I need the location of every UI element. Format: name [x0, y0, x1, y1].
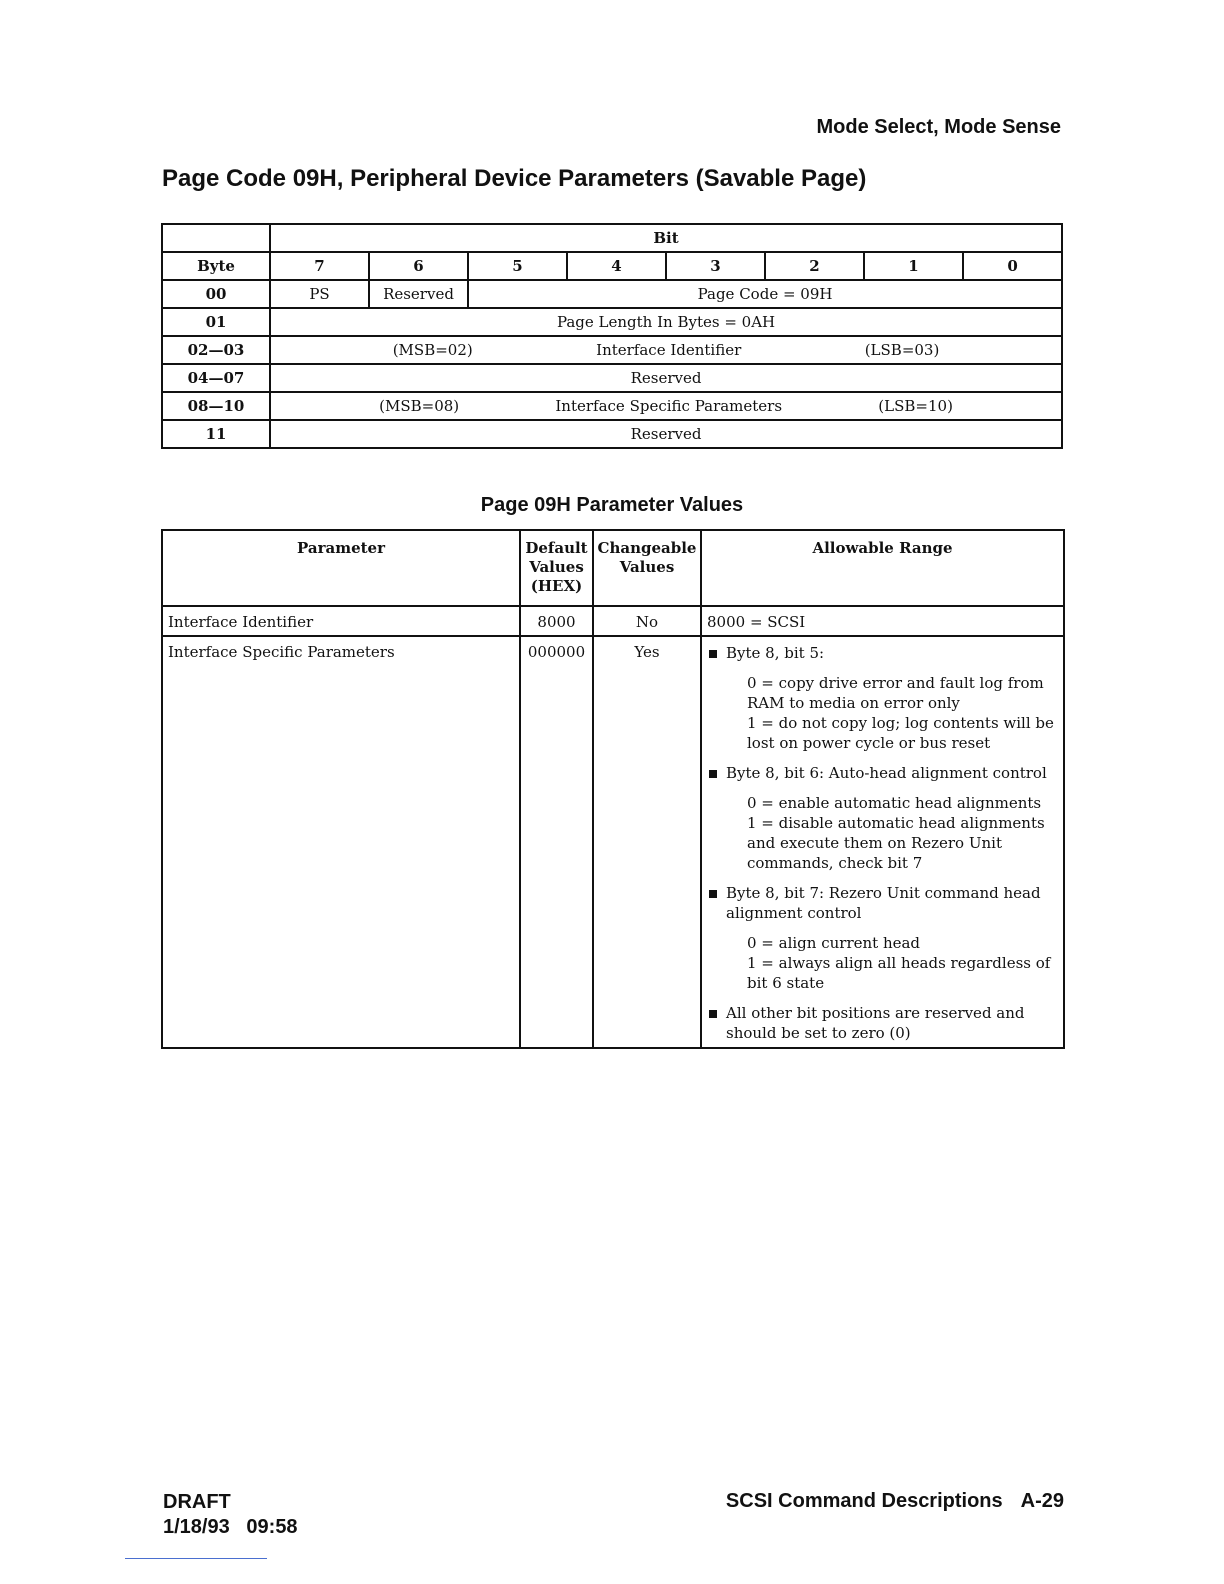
reserved-field: Reserved [270, 420, 1062, 448]
header-line: Values [529, 558, 584, 576]
byte-number: 01 [162, 308, 270, 336]
list-item [707, 883, 1058, 923]
byte-row-00 [162, 280, 1062, 308]
table-row [162, 606, 1064, 636]
sub-line: 1 = do not copy log; log contents will be [747, 714, 1054, 732]
parameter-header-row [162, 530, 1064, 606]
bullet-icon [709, 890, 717, 898]
byte-number: 11 [162, 420, 270, 448]
reserved-field: Reserved [369, 280, 468, 308]
sub-line: bit 6 state [747, 974, 825, 992]
list-item [707, 1003, 1058, 1043]
bullet-text: All other bit positions are reserved and should be set to zero (0) [726, 1004, 1025, 1042]
parameter-name: Interface Specific Parameters [162, 636, 520, 1048]
sub-line: commands, check bit 7 [747, 854, 923, 872]
sub-list [707, 793, 1058, 873]
sub-list [707, 673, 1058, 753]
time-text: 09:58 [246, 1516, 298, 1538]
page-length-field: Page Length In Bytes = 0AH [270, 308, 1062, 336]
default-value: 000000 [520, 636, 593, 1048]
footer-section [726, 1490, 1064, 1513]
bullet-text: Byte 8, bit 7: Rezero Unit command head alignment control [726, 884, 1041, 922]
bit-number: 4 [567, 252, 666, 280]
lsb-label: (LSB=10) [878, 397, 953, 415]
list-item [707, 643, 1058, 663]
sub-line: 0 = copy drive error and fault log from [747, 674, 1044, 692]
header-line: Changeable [597, 539, 697, 557]
bottom-rule [125, 1558, 267, 1559]
bit-field-table [161, 223, 1063, 449]
bit-number-row [162, 252, 1062, 280]
bit-number: 3 [666, 252, 765, 280]
bullet-text: Byte 8, bit 6: Auto-head alignment control [726, 764, 1047, 782]
header-line: Default [525, 539, 588, 557]
draft-label: DRAFT [163, 1491, 231, 1513]
lsb-label: (LSB=03) [864, 341, 940, 359]
section-title: SCSI Command Descriptions [725, 1490, 1003, 1512]
changeable-value: No [593, 606, 701, 636]
parameter-values-table [161, 529, 1065, 1049]
sub-line: 1 = disable automatic head alignments [747, 814, 1045, 832]
byte-row-01 [162, 308, 1062, 336]
header-line: (HEX) [530, 577, 583, 595]
ps-field: PS [270, 280, 369, 308]
sub-line: RAM to media on error only [747, 694, 960, 712]
default-value: 8000 [520, 606, 593, 636]
bit-header-row [162, 224, 1062, 252]
running-header: Mode Select, Mode Sense [816, 116, 1061, 138]
page-code-field: Page Code = 09H [468, 280, 1062, 308]
reserved-field: Reserved [270, 364, 1062, 392]
sub-line: 0 = align current head [747, 934, 921, 952]
byte-number: 04—07 [162, 364, 270, 392]
allowable-range-list [701, 636, 1064, 1048]
byte-label: Byte [162, 252, 270, 280]
msb-label: (MSB=08) [379, 397, 460, 415]
footer-draft [163, 1490, 298, 1540]
list-item [707, 763, 1058, 783]
bit-number: 5 [468, 252, 567, 280]
sub-line: 0 = enable automatic head alignments [747, 794, 1042, 812]
bit-number: 0 [963, 252, 1062, 280]
date-text: 1/18/93 [163, 1516, 230, 1538]
bullet-icon [709, 650, 717, 658]
byte-row-08-10 [162, 392, 1062, 420]
byte-number: 00 [162, 280, 270, 308]
interface-specific-parameters-field [270, 392, 1062, 420]
corner-cell [162, 224, 270, 252]
interface-identifier-field [270, 336, 1062, 364]
page-number: A-29 [1020, 1490, 1064, 1512]
allowable-range: 8000 = SCSI [701, 606, 1064, 636]
default-values-header [520, 530, 593, 606]
parameter-values-title: Page 09H Parameter Values [480, 494, 744, 516]
field-name: Interface Specific Parameters [555, 397, 783, 415]
byte-number: 08—10 [162, 392, 270, 420]
parameter-name: Interface Identifier [162, 606, 520, 636]
bullet-icon [709, 770, 717, 778]
bit-number: 1 [864, 252, 963, 280]
page-title: Page Code 09H, Peripheral Device Parameters (Savable Page) [162, 165, 867, 192]
sub-list [707, 933, 1058, 993]
bit-label: Bit [270, 224, 1062, 252]
sub-line: 1 = always align all heads regardless of [747, 954, 1051, 972]
byte-row-04-07 [162, 364, 1062, 392]
byte-row-11 [162, 420, 1062, 448]
msb-label: (MSB=02) [392, 341, 473, 359]
sub-line: lost on power cycle or bus reset [747, 734, 991, 752]
changeable-values-header [593, 530, 701, 606]
sub-line: and execute them on Rezero Unit [747, 834, 1002, 852]
bit-number: 6 [369, 252, 468, 280]
allowable-range-header: Allowable Range [701, 530, 1064, 606]
field-name: Interface Identifier [596, 341, 742, 359]
bit-number: 2 [765, 252, 864, 280]
byte-number: 02—03 [162, 336, 270, 364]
draft-date [163, 1515, 298, 1540]
bullet-text: Byte 8, bit 5: [726, 644, 825, 662]
bit-number: 7 [270, 252, 369, 280]
bullet-icon [709, 1010, 717, 1018]
header-line: Values [619, 558, 675, 576]
byte-row-02-03 [162, 336, 1062, 364]
parameter-header: Parameter [162, 530, 520, 606]
table-row [162, 636, 1064, 1048]
changeable-value: Yes [593, 636, 701, 1048]
